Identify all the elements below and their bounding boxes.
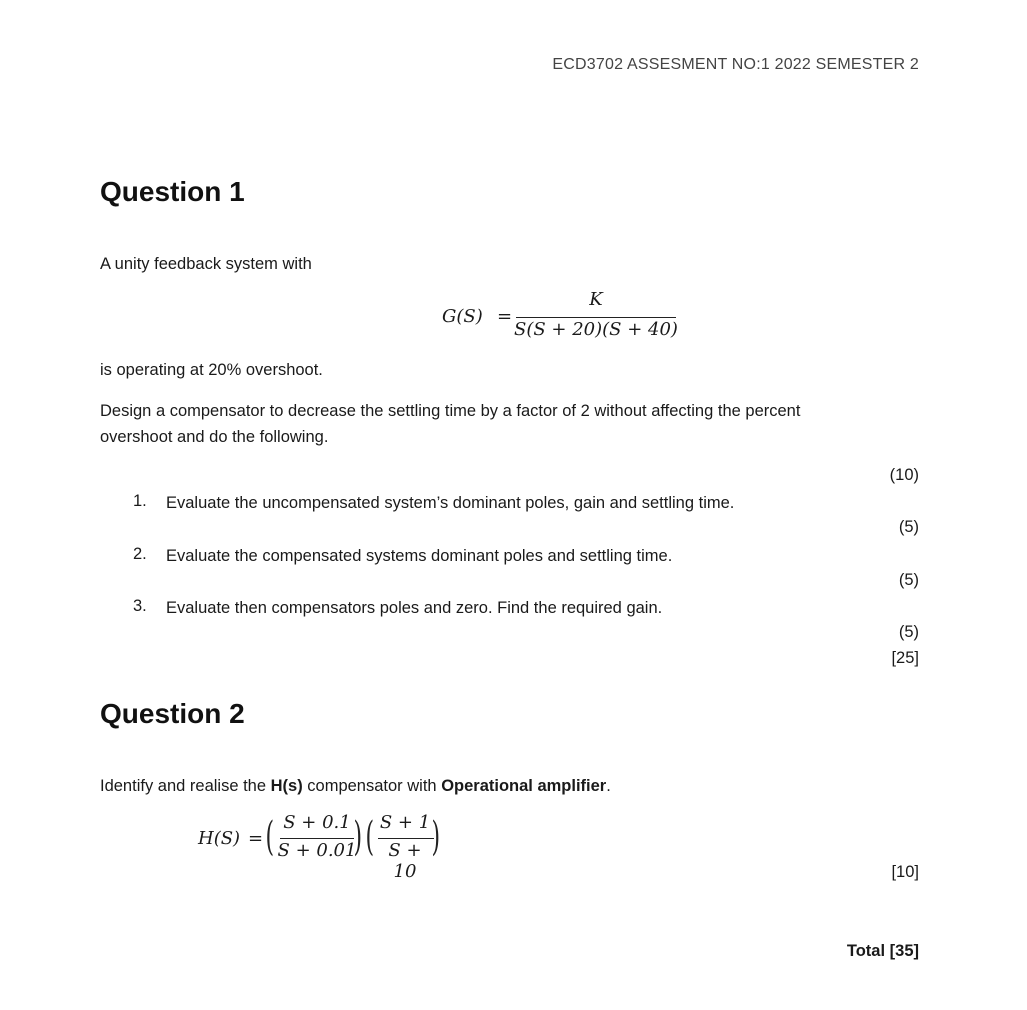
intro-mid: compensator with [302, 777, 442, 795]
intro-bold-opamp: Operational amplifier [441, 777, 607, 795]
operating-text: is operating at 20% overshoot. [100, 361, 323, 379]
list-item-3-text: Evaluate then compensators poles and zero. Find the required gain. [166, 599, 663, 617]
intro-bold-hs: H(s) [270, 777, 303, 795]
h-frac2-bar [378, 838, 434, 839]
g-equals: = [497, 306, 513, 327]
h-lhs: H(S) [198, 828, 241, 849]
h-paren-open-2: ( [365, 814, 375, 860]
question-2-title: Question 2 [100, 698, 245, 729]
h-frac1-bar [280, 838, 354, 839]
g-fraction-bar [516, 317, 676, 318]
h-frac1-denominator: S + 0.01 [277, 840, 357, 861]
list-item-1-number: 1. [133, 492, 147, 510]
document-header: ECD3702 ASSESMENT NO:1 2022 SEMESTER 2 [552, 56, 919, 73]
question-1-top-mark: (10) [889, 466, 919, 484]
list-item-2-mark: (5) [898, 571, 919, 589]
design-text-line-2: overshoot and do the following. [100, 428, 329, 446]
h-frac2-numerator: S + 1 [379, 812, 431, 833]
question-2-intro [100, 773, 611, 799]
g-denominator: S(S + 20)(S + 40) [514, 319, 678, 340]
list-item-1-text: Evaluate the uncompensated system’s dominant poles, gain and settling time. [166, 494, 735, 512]
question-1-intro: A unity feedback system with [100, 255, 312, 273]
h-equals: = [248, 828, 264, 849]
list-item-2-text: Evaluate the compensated systems dominant poles and settling time. [166, 547, 673, 565]
list-item-1-mark: (5) [898, 518, 919, 536]
question-1-total-mark: [25] [891, 649, 919, 667]
intro-pre: Identify and realise the [100, 777, 271, 795]
h-frac2-denominator: S + 10 [388, 840, 422, 882]
h-paren-close-2: ) [431, 814, 441, 860]
design-text-line-1: Design a compensator to decrease the settling time by a factor of 2 without affecting the percent [100, 402, 801, 420]
question-2-mark: [10] [891, 863, 919, 881]
g-lhs: G(S) [442, 306, 483, 327]
total-marks: Total [35] [846, 942, 919, 960]
h-paren-open-1: ( [265, 814, 275, 860]
h-frac1-numerator: S + 0.1 [283, 812, 351, 833]
h-paren-close-1: ) [353, 814, 363, 860]
intro-post: . [606, 777, 611, 795]
g-numerator: K [589, 289, 603, 310]
list-item-3-number: 3. [133, 597, 147, 615]
list-item-2-number: 2. [133, 545, 147, 563]
list-item-3-mark: (5) [898, 623, 919, 641]
question-1-title: Question 1 [100, 176, 245, 207]
